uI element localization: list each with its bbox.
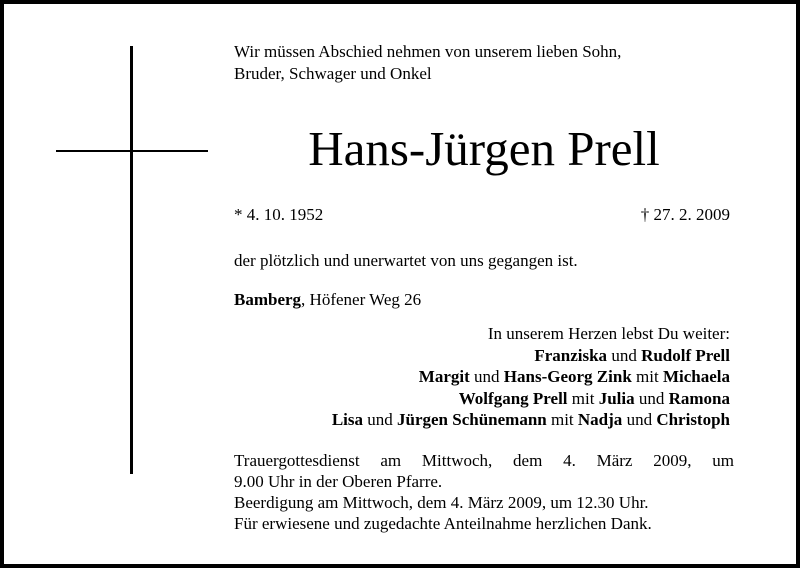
funeral-notice xyxy=(234,450,734,534)
notice-line-4: Für erwiesene und zugedachte Anteilnahme herzlichen Dank. xyxy=(234,514,652,533)
mourner-name: Nadja xyxy=(577,410,623,429)
mourner-conjunction: mit xyxy=(546,410,578,429)
mourner-name: Rudolf Prell xyxy=(641,345,730,365)
mourner-name: Hans-Georg Zink xyxy=(503,367,632,386)
mourner-name: Christoph xyxy=(656,410,730,429)
deceased-name: Hans-Jürgen Prell xyxy=(308,121,660,176)
mourner-name: Michaela xyxy=(662,367,730,386)
birth-date: * 4. 10. 1952 xyxy=(234,205,324,224)
mourner-conjunction: mit xyxy=(631,367,663,386)
intro-text xyxy=(234,41,754,85)
mourner-row xyxy=(332,345,730,367)
mourner-row xyxy=(332,409,730,431)
mourner-name: Jürgen Schünemann xyxy=(397,410,547,429)
notice-line-1: Trauergottesdienst am Mittwoch, dem 4. März 2009, um xyxy=(234,451,734,470)
mourners-heading: In unserem Herzen lebst Du weiter: xyxy=(487,324,730,343)
cross-horizontal-bar xyxy=(56,150,208,152)
mourner-name: Wolfgang Prell xyxy=(458,388,568,408)
mourner-name: Julia xyxy=(598,388,635,408)
cross-vertical-bar xyxy=(130,46,133,474)
mourner-row xyxy=(332,388,730,410)
mourner-name: Lisa xyxy=(331,410,363,429)
intro-line-2: Bruder, Schwager und Onkel xyxy=(234,64,432,83)
notice-line-3: Beerdigung am Mittwoch, dem 4. März 2009, um 12.30 Uhr. xyxy=(234,493,649,512)
mourner-conjunction: und xyxy=(607,345,642,365)
mourner-conjunction: und xyxy=(634,388,669,408)
mourner-conjunction: und xyxy=(469,367,504,386)
mourner-name: Ramona xyxy=(668,388,730,408)
address xyxy=(234,289,421,311)
notice-line-2: 9.00 Uhr in der Oberen Pfarre. xyxy=(234,472,443,491)
mourner-row xyxy=(332,366,730,388)
mourner-conjunction: mit xyxy=(567,388,599,408)
address-street: , Höfener Weg 26 xyxy=(301,290,422,309)
mourner-name: Margit xyxy=(418,367,470,386)
mourner-name: Franziska xyxy=(534,345,608,365)
death-date: † 27. 2. 2009 xyxy=(640,205,730,224)
passed-away-text: der plötzlich und unerwartet von uns gegangen ist. xyxy=(234,251,578,270)
mourners-list xyxy=(332,323,730,431)
address-city: Bamberg xyxy=(234,290,302,309)
mourner-conjunction: und xyxy=(363,410,397,429)
intro-line-1: Wir müssen Abschied nehmen von unserem lieben Sohn, xyxy=(234,42,622,61)
mourner-conjunction: und xyxy=(622,410,657,429)
